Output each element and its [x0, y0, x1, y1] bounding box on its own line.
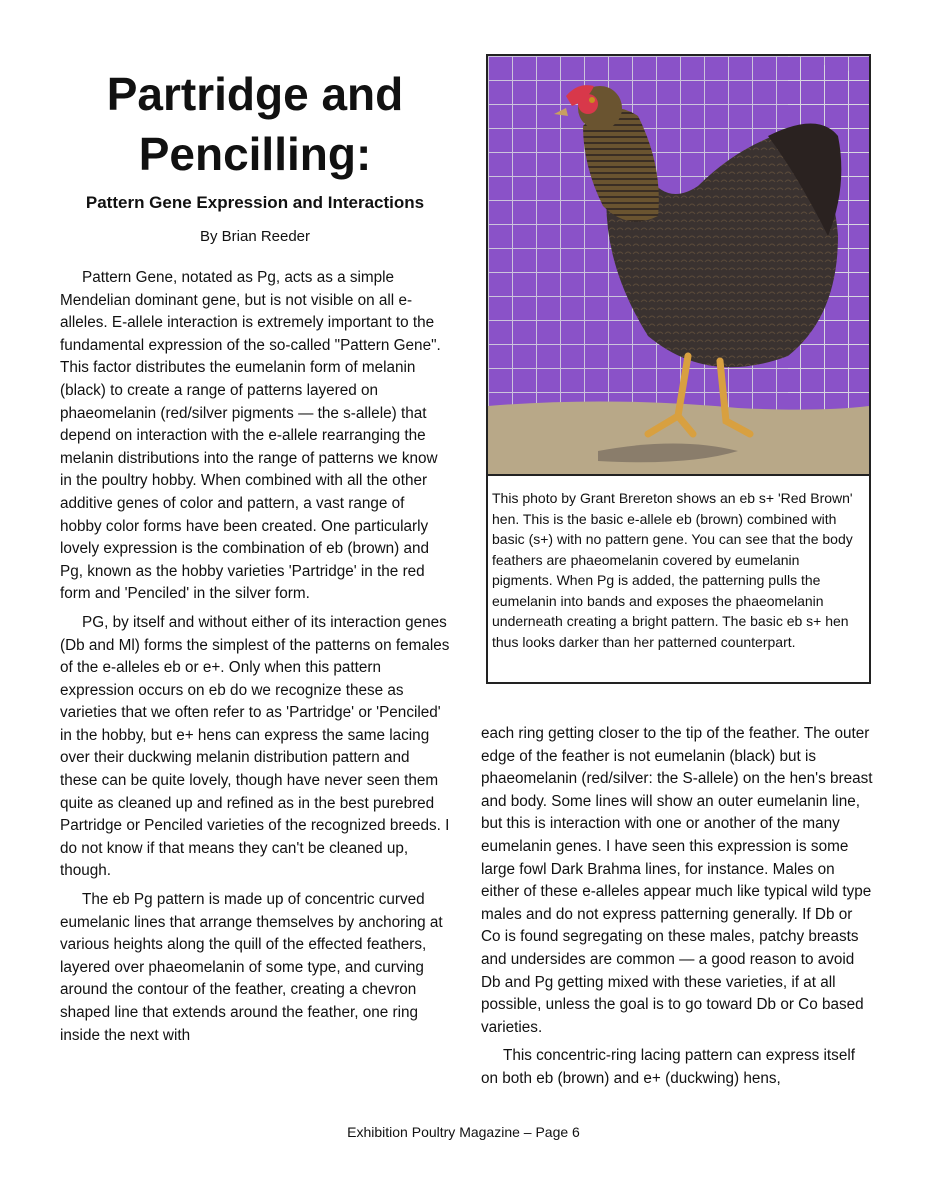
photo-box [486, 54, 871, 684]
left-column [60, 267, 450, 1047]
photo-caption: This photo by Grant Brereton shows an eb s+ 'Red Brown' hen. This is the basic e-allele eb (brown) combined with basic (s+) with no pattern gene. You can see that the body feathers are phaeomelanin covered by eumelanin pigments. When Pg is added, the patterning pulls the eumelanin into bands and exposes the phaeomelanin underneath creating a bright pattern. The basic eb s+ hen thus looks darker than her patterned counterpart. [492, 490, 853, 650]
paragraph: each ring getting closer to the tip of the feather. The outer edge of the feather is not eumelanin (black) but is phaeomelanin (red/silver: the S-allele) on the hen's breast and body. Some lines will show an outer eumelanin line, but this is interaction with one or another of the many eumelanin genes. I have seen this expression is some large fowl Dark Brahma lines, for instance. Males on either of these e-alleles appear much like typical wild type males and do not express patterning generally. If Db or Co is found segregating on these males, patchy breasts and undersides are common — a good reason to avoid Db and Pg getting mixed with these varieties, if at all possible, unless the goal is to go toward Db or Co based varieties. [481, 725, 873, 1036]
paragraph: This concentric-ring lacing pattern can express itself on both eb (brown) and e+ (duckwing) hens, [481, 1047, 855, 1087]
article-title-line2: Pencilling: [138, 128, 372, 180]
paragraph: The eb Pg pattern is made up of concentric curved eumelanic lines that arrange themselves by anchoring at various heights along the quill of the effected feathers, layered over phaeomelanin of some type, and curving around the contour of the feather, creating a chevron shaped line that extends around the feather, one ring inside the next with [60, 891, 443, 1044]
paragraph: PG, by itself and without either of its interaction genes (Db and Ml) forms the simplest of the patterns on females of the e-alleles eb or e+. Only when this pattern expression occurs on eb do we recognize these as varieties that we often refer to as 'Partridge' or 'Penciled' in the hobby, but e+ hens can express the same lacing over their duckwing melanin distribution pattern and these can be quite lovely, though have never seen them quite as cleaned up and refined as in the best purebred Partridge or Penciled varieties of the recognized breeds. I do not know if that means they can't be cleaned up, though. [60, 613, 450, 880]
paragraph: Pattern Gene, notated as Pg, acts as a simple Mendelian dominant gene, but is not visible on all e-alleles. E-allele interaction is extremely important to the fundamental expression of the so-called "Pattern Gene". This factor distributes the eumelanin form of melanin (black) to create a range of patterns layered on phaeomelanin (red/silver pigments — the s-allele) that depend on interaction with the e-allele rearranging the melanin distributions into the range of patterns we know in the poultry hobby. When combined with all the other additive genes of color and pattern, a vast range of hobby color forms have been created. One particularly lovely expression is the combination of eb (brown) and Pg, known as the hobby varieties 'Partridge' in the red form and 'Penciled' in the silver form. [60, 269, 441, 603]
hen-face [578, 94, 598, 114]
right-column [481, 723, 873, 1091]
hen-illustration [488, 56, 869, 474]
article-subtitle: Pattern Gene Expression and Interactions [85, 193, 425, 212]
hen-eye [589, 97, 595, 103]
article-title [40, 64, 470, 184]
article-title-line1: Partridge and [106, 68, 404, 120]
hen-photo [488, 56, 869, 476]
page-footer: Exhibition Poultry Magazine – Page 6 [347, 1124, 580, 1140]
byline: By Brian Reeder [199, 228, 311, 245]
